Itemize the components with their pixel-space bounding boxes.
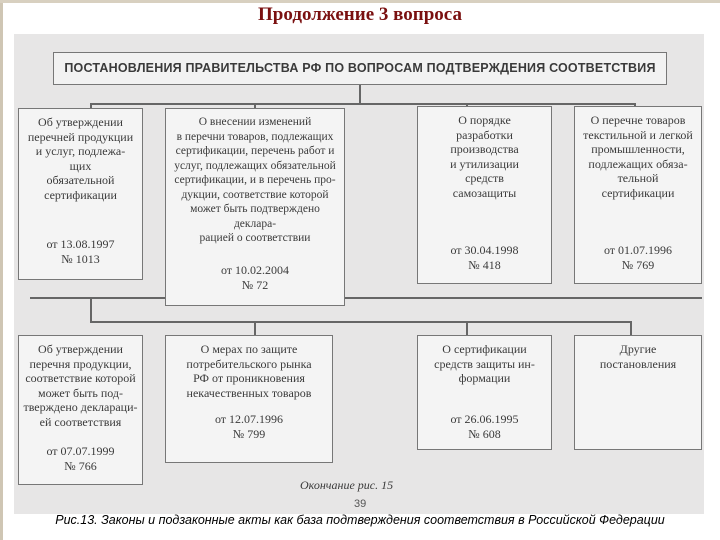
other-decrees-label: Другие постановления [599,342,677,371]
connector-line [90,297,92,323]
decree-box-2004-72 [165,108,345,306]
decree-date: от 01.07.1996 № 769 [603,243,673,272]
connector-line [630,321,632,335]
slide-title: Продолжение 3 вопроса [258,4,462,25]
figure-caption: Рис.13. Законы и подзаконные акты как база подтверждения соответствия в Российской Федерации [55,513,665,527]
connector-line [466,321,468,335]
connector-line [254,321,256,335]
connector-line [30,297,702,299]
continuation-note: Окончание рис. 15 [300,478,394,492]
page-number: 39 [354,498,367,510]
diagram-header: ПОСТАНОВЛЕНИЯ ПРАВИТЕЛЬСТВА РФ ПО ВОПРОСАМ ПОДТВЕРЖДЕНИЯ СООТВЕТСТВИЯ [53,52,667,85]
decree-title: Об утверждении перечня продукции, соответствие которой может быть под- тверждено деклараци- ей соответствия [23,342,138,429]
slide-frame-left [0,0,3,540]
decree-date: от 13.08.1997 № 1013 [46,237,115,266]
connector-line [359,85,361,104]
decree-box-1999-766 [18,335,143,485]
decree-date: от 12.07.1996 № 799 [214,412,284,441]
connector-line [90,103,634,105]
decree-date: от 10.02.2004 № 72 [220,263,290,292]
decree-box-1996-769 [574,106,702,284]
decree-title: О сертификации средств защиты ин- формации [434,342,535,385]
decree-title: О внесении изменений в перечни товаров, подлежащих сертификации, перечень работ и услуг, подлежащих обязательной сертификации, и в перечень про- дукции, соответствие которой может быть подтверждено деклара- рацией о соответствии [174,116,336,244]
decree-date: от 26.06.1995 № 608 [450,412,519,441]
other-decrees-box [574,335,702,450]
connector-line [90,321,632,323]
decree-date: от 07.07.1999 № 766 [46,444,115,473]
decree-box-1996-799 [165,335,333,463]
decree-box-1995-608 [417,335,552,450]
decree-title: О перечне товаров текстильной и легкой промышленности, подлежащих обяза- тельной сертификации [583,113,693,200]
decree-title: Об утверждении перечней продукции и услуг, подлежа- щих обязательной сертификации [27,115,134,202]
decree-box-1997-1013 [18,108,143,280]
decree-date: от 30.04.1998 № 418 [450,243,519,272]
decree-title: О мерах по защите потребительского рынка РФ от проникновения некачественных товаров [186,342,312,400]
decree-title: О порядке разработки производства и утилизации средств самозащиты [450,113,519,200]
slide-frame-top [0,0,720,3]
decree-box-1998-418 [417,106,552,284]
